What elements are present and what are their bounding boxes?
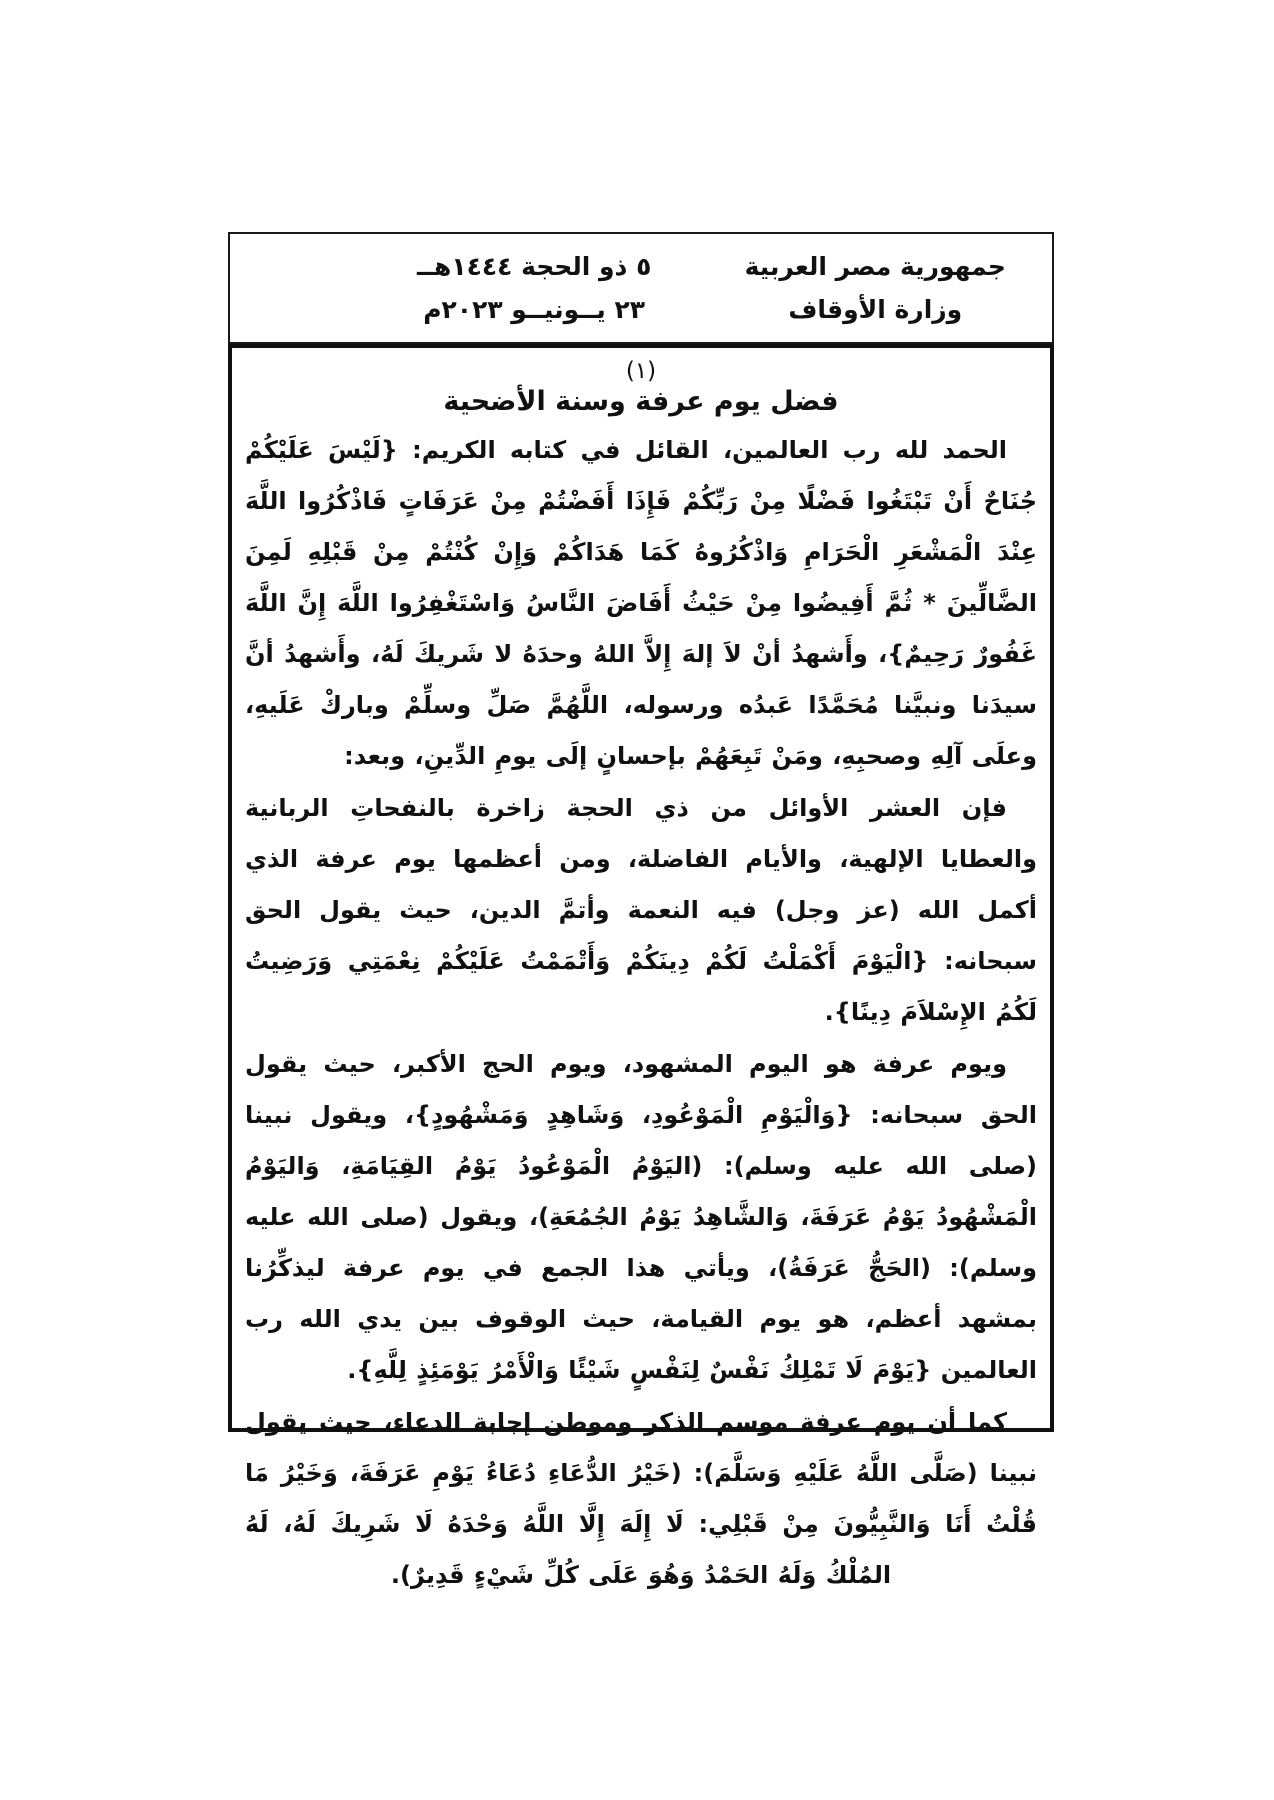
sermon-paragraph-dua: كما أن يوم عرفة موسم الذكر وموطن إجابة الدعاء، حيث يقول نبينا (صَلَّى اللَّهُ عَلَيْهِ وَسَلَّمَ): (خَيْرُ الدُّعَاءِ دُعَاءُ يَوْمِ عَرَفَةَ، وَخَيْرُ مَا قُلْتُ أَنَا وَالنَّبِيُّونَ مِنْ قَبْلِي: لَا إِلَهَ إِلَّا اللَّهُ وَحْدَهُ لَا شَرِيكَ لَهُ، لَهُ المُلْكُ وَلَهُ الحَمْدُ وَهُوَ عَلَى كُلِّ شَيْءٍ قَدِيرٌ). [245,1408,1037,1589]
letterhead-grid [230,234,1052,342]
ministry-name: وزارة الأوقاف [788,295,963,324]
sermon-title: فضل يوم عرفة وسنة الأضحية [443,386,839,417]
country-name: جمهورية مصر العربية [744,251,1006,281]
sermon-paragraph-ten-days: فإن العشر الأوائل من ذي الحجة زاخرة بالنفحاتِ الربانية والعطايا الإلهية، والأيام الفاضلة، ومن أعظمها يوم عرفة الذي أكمل الله (عز وجل) فيه النعمة وأتمَّ الدين، حيث يقول الحق سبحانه: {الْيَوْمَ أَكْمَلْتُ لَكُمْ دِينَكُمْ وَأَتْمَمْتُ عَلَيْكُمْ نِعْمَتِي وَرَضِيتُ لَكُمُ الإِسْلاَمَ دِينًا}. [245,794,1037,1026]
sermon-paragraph-opening: الحمد لله رب العالمين، القائل في كتابه الكريم: {لَيْسَ عَلَيْكُمْ جُنَاحٌ أَنْ تَبْتَغُوا فَضْلًا مِنْ رَبِّكُمْ فَإِذَا أَفَضْتُمْ مِنْ عَرَفَاتٍ فَاذْكُرُوا اللَّهَ عِنْدَ الْمَشْعَرِ الْحَرَامِ وَاذْكُرُوهُ كَمَا هَدَاكُمْ وَإِنْ كُنْتُمْ مِنْ قَبْلِهِ لَمِنَ الضَّالِّينَ * ثُمَّ أَفِيضُوا مِنْ حَيْثُ أَفَاضَ النَّاسُ وَاسْتَغْفِرُوا اللَّهَ إِنَّ اللَّهَ غَفُورٌ رَحِيمٌ}، وأَشهدُ أنْ لاَ إلهَ إِلاَّ اللهُ وحدَهُ لا شَريكَ لَهُ، وأَشهدُ أنَّ سيدَنا ونبيَّنا مُحَمَّدًا عَبدُه ورسوله، اللَّهُمَّ صَلِّ وسلِّمْ وباركْ عَلَيهِ، وعلَى آلِهِ وصحبِهِ، ومَنْ تَبِعَهُمْ بإحسانٍ إلَى يومِ الدِّينِ، وبعد: [245,436,1037,770]
hijri-date: ٥ ذو الحجة ١٤٤٤هــ [416,251,652,281]
sermon-body-box [228,344,1054,1589]
page-number: (١) [625,358,657,384]
sermon-paragraph-witnessed-day: ويوم عرفة هو اليوم المشهود، ويوم الحج الأكبر، حيث يقول الحق سبحانه: {وَالْيَوْمِ الْمَوْعُودِ، وَشَاهِدٍ وَمَشْهُودٍ}، ويقول نبينا (صلى الله عليه وسلم): (اليَوْمُ الْمَوْعُودُ يَوْمُ القِيَامَةِ، وَاليَوْمُ الْمَشْهُودُ يَوْمُ عَرَفَةَ، وَالشَّاهِدُ يَوْمُ الجُمُعَةِ)، ويقول (صلى الله عليه وسلم): (الحَجُّ عَرَفَةُ)، ويأتي هذا الجمع في يوم عرفة ليذكِّرُنا بمشهد أعظم، هو يوم القيامة، حيث الوقوف بين يدي الله رب العالمين {يَوْمَ لَا تَمْلِكُ نَفْسٌ لِنَفْسٍ شَيْئًا وَالْأَمْرُ يَوْمَئِذٍ لِلَّهِ}. [245,1050,1037,1384]
letterhead-box [228,232,1054,344]
letterhead-organization [699,253,1052,324]
gregorian-date: ٢٣ يــونيــو ٢٠٢٣م [423,295,646,324]
letterhead-dates [370,253,699,324]
